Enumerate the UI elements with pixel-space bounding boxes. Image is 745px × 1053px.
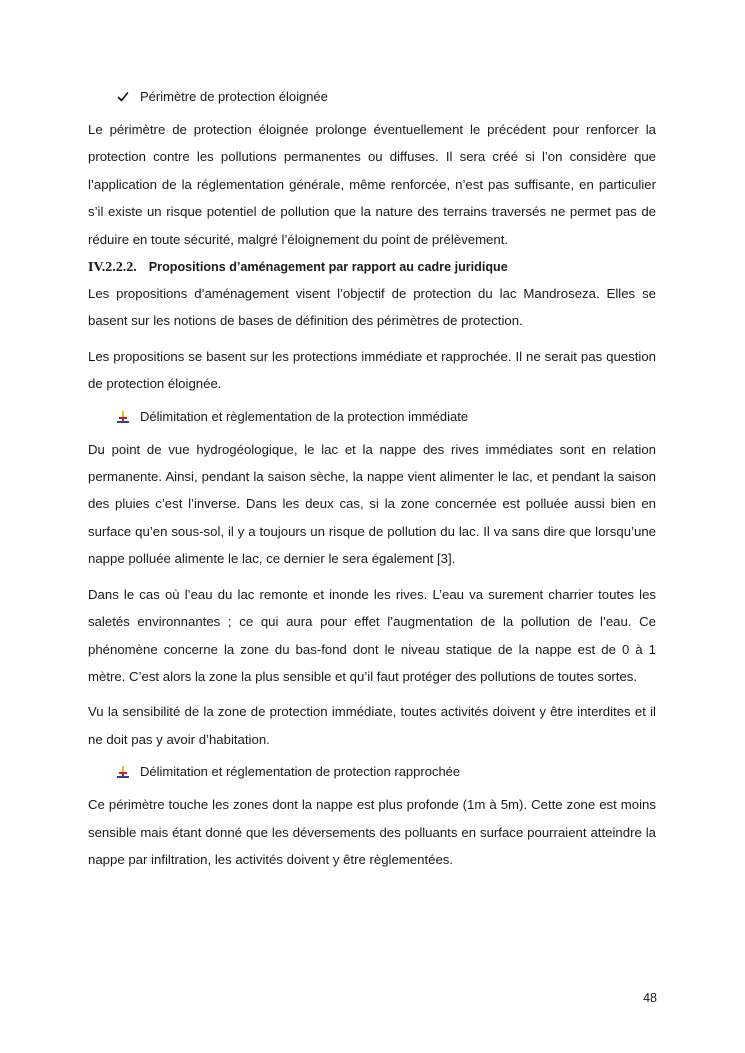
page-content — [88, 86, 656, 873]
paragraph-sensibilite: Vu la sensibilité de la zone de protection immédiate, toutes activités doivent y être interdites et il ne doit pas y avoir d’habitation. — [88, 704, 656, 747]
section-heading — [88, 255, 656, 280]
arrow-bullet-icon — [116, 410, 130, 424]
section-number: IV.2.2.2. — [88, 260, 137, 276]
bullet-label: Périmètre de protection éloignée — [140, 89, 328, 104]
arrow-bullet-icon — [116, 765, 130, 779]
paragraph-remontee-eau: Dans le cas où l’eau du lac remonte et inonde les rives. L’eau va surement charrier toutes les saletés environnantes ; ce qui aura pour effet l’augmentation de la pollution de l’eau. Ce phénomène concerne la zone du bas-fond dont le niveau statique de la nappe est de 0 à 1 mètre. C’est alors la zone la plus sensible et qu’il faut protéger des pollutions de toutes sortes. — [88, 586, 656, 684]
paragraph-protections: Les propositions se basent sur les protections immédiate et rapprochée. Il ne serait pas question de protection éloignée. — [88, 348, 656, 392]
bullet-label: Délimitation et réglementation de protection rapprochée — [140, 764, 461, 780]
bullet-label: Délimitation et règlementation de la protection immédiate — [140, 408, 469, 424]
section-title: Propositions d’aménagement par rapport au cadre juridique — [148, 260, 508, 275]
bullet-perimetre-eloignee — [116, 86, 656, 108]
paragraph-perimetre-eloignee: Le périmètre de protection éloignée prolonge éventuellement le précédent pour renforcer la protection contre les pollutions permanentes ou diffuses. Il sera créé si l’on considère que l’application de la réglementation générale, même renforcée, n’est pas suffisante, en particulier s’il existe un risque potentiel de pollution que la nature des terrains traversés ne permet pas de réduire en toute sécurité, malgré l’éloignement du point de prélèvement. — [88, 122, 656, 247]
paragraph-hydrogeologique: Du point de vue hydrogéologique, le lac et la nappe des rives immédiates sont en relation permanente. Ainsi, pendant la saison sèche, la nappe vient alimenter le lac, et pendant la saison des pluies c’est l’inverse. Dans les deux cas, si la zone concernée est polluée aussi bien en surface qu’en sous-sol, il y a toujours un risque de pollution du lac. Il va sans dire que lorsqu’une nappe polluée alimente le lac, ce dernier le sera également [3]. — [88, 441, 656, 567]
bullet-delimitation-immediate — [116, 406, 656, 428]
bullet-delimitation-rapprochee — [116, 761, 656, 783]
paragraph-propositions: Les propositions d’aménagement visent l’objectif de protection du lac Mandroseza. Elles se basent sur les notions de bases de définition des périmètres de protection. — [88, 286, 656, 329]
paragraph-perimetre-rapproche: Ce périmètre touche les zones dont la nappe est plus profonde (1m à 5m). Cette zone est moins sensible mais étant donné que les déversements des polluants en surface pourraient atteindre la nappe par infiltration, les activités doivent y être règlementées. — [88, 797, 656, 867]
checkmark-icon — [116, 90, 130, 104]
page-number: 48 — [643, 991, 657, 1005]
